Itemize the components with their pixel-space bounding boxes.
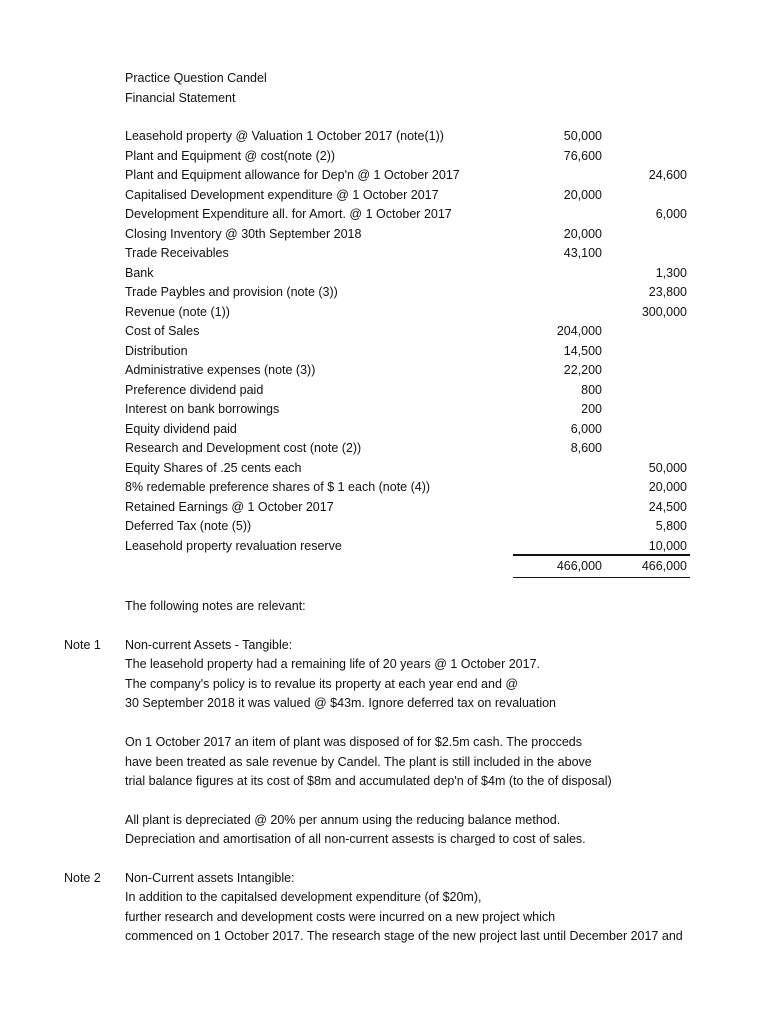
row-label: Leasehold property @ Valuation 1 October 2017 (note(1)) [125,129,444,143]
row-label: Development Expenditure all. for Amort. @ 1 October 2017 [125,207,452,221]
table-row [0,500,768,520]
table-row [0,422,768,442]
table-row [0,480,768,500]
table-row [0,266,768,286]
row-label: 8% redemable preference shares of $ 1 each (note (4)) [125,480,431,494]
row-label: Plant and Equipment allowance for Dep'n @ 1 October 2017 [125,168,460,182]
table-row [0,149,768,169]
note-1-text: Depreciation and amortisation of all non-current assests is charged to cost of sales. [125,832,586,846]
row-label: Cost of Sales [125,324,200,338]
row-label: Bank [125,265,154,280]
row-label: Deferred Tax (note (5)) [125,519,252,533]
row-label: Closing Inventory @ 30th September 2018 [125,226,362,241]
table-row [0,227,768,247]
note-1-text: have been treated as sale revenue by Candel. The plant is still included in the above [125,754,592,769]
row-label: Capitalised Development expenditure @ 1 October 2017 [125,187,439,202]
row-label: Revenue (note (1)) [125,304,230,319]
note-2-text: commenced on 1 October 2017. The research stage of the new project last until December 2017 and [125,929,683,943]
row-debit: 43,100 [563,246,602,260]
row-label: Equity Shares of .25 cents each [125,460,302,475]
note-1-text: On 1 October 2017 an item of plant was disposed of for $2.5m cash. The procceds [125,735,582,749]
row-debit: 20,000 [563,226,602,241]
table-row [0,402,768,422]
row-credit: 10,000 [648,538,687,553]
note-1-title: Non-current Assets - Tangible: [125,638,293,652]
row-credit: 6,000 [655,207,687,221]
note-2-tag: Note 2 [64,871,101,885]
row-credit: 300,000 [641,304,687,319]
note-1-text: 30 September 2018 it was valued @ $43m. Ignore deferred tax on revaluation [125,696,557,710]
row-label: Preference dividend paid [125,382,264,397]
row-credit: 20,000 [648,480,687,494]
table-row [0,246,768,266]
row-label: Equity dividend paid [125,421,237,436]
note-1-tag: Note 1 [64,638,101,652]
note-2-text: In addition to the capitalsed development expenditure (of $20m), [125,890,482,904]
total-credit: 466,000 [641,559,687,573]
table-row [0,188,768,208]
row-debit: 200 [581,402,602,416]
table-row [0,441,768,461]
total-debit: 466,000 [556,559,602,573]
totals-row [0,559,768,579]
row-debit: 50,000 [563,129,602,143]
document-title: Practice Question Candel [125,71,267,85]
note-2-title: Non-Current assets Intangible: [125,871,295,885]
row-credit: 23,800 [648,285,687,299]
note-1-text: trial balance figures at its cost of $8m and accumulated dep'n of $4m (to the of disposal) [125,774,612,788]
note-1-text: All plant is depreciated @ 20% per annum using the reducing balance method. [125,812,561,827]
table-row [0,383,768,403]
row-credit: 24,600 [648,168,687,182]
row-debit: 8,600 [570,441,602,455]
table-row [0,461,768,481]
row-debit: 800 [581,382,602,397]
row-label: Retained Earnings @ 1 October 2017 [125,499,334,514]
row-label: Plant and Equipment @ cost(note (2)) [125,148,336,163]
row-label: Trade Receivables [125,246,229,260]
table-row [0,168,768,188]
table-row [0,324,768,344]
table-row [0,285,768,305]
row-credit: 1,300 [655,265,687,280]
note-2-text: further research and development costs were incurred on a new project which [125,909,556,924]
table-row [0,305,768,325]
table-row [0,519,768,539]
row-credit: 24,500 [648,499,687,514]
row-credit: 50,000 [648,460,687,475]
document-subtitle: Financial Statement [125,91,236,105]
row-debit: 20,000 [563,187,602,202]
table-row [0,344,768,364]
row-label: Distribution [125,343,188,358]
row-label: Research and Development cost (note (2)) [125,441,362,455]
row-debit: 6,000 [570,421,602,436]
row-debit: 204,000 [556,324,602,338]
note-1-text: The leasehold property had a remaining life of 20 years @ 1 October 2017. [125,657,541,671]
total-rule-thin [513,577,690,578]
row-debit: 14,500 [563,343,602,358]
table-row [0,129,768,149]
row-label: Trade Paybles and provision (note (3)) [125,285,338,299]
table-row [0,363,768,383]
row-label: Administrative expenses (note (3)) [125,363,316,377]
row-label: Leasehold property revaluation reserve [125,538,342,553]
row-debit: 22,200 [563,363,602,377]
row-debit: 76,600 [563,148,602,163]
total-rule-thick [513,554,690,556]
row-label: Interest on bank borrowings [125,402,280,416]
table-row [0,207,768,227]
row-credit: 5,800 [655,519,687,533]
note-1-text: The company's policy is to revalue its property at each year end and @ [125,676,519,691]
notes-heading: The following notes are relevant: [125,599,306,613]
